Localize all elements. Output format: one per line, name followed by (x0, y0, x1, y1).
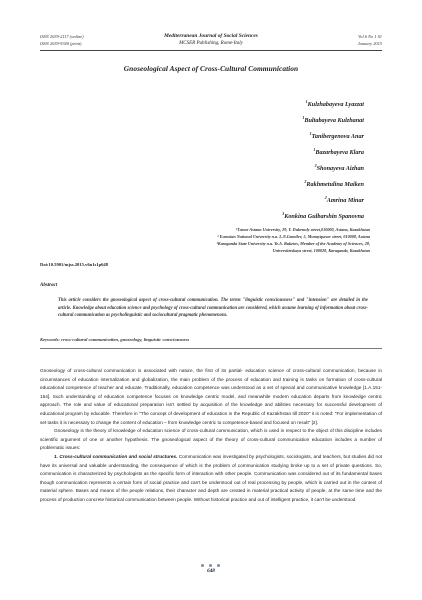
article-title: Gnoseological Aspect of Cross-Cultural Communication (123, 64, 299, 73)
issn-online: ISSN 2039-2117 (online) (40, 34, 84, 39)
author: $^3$Konkina Gulbarshin Spanovna (282, 211, 364, 221)
author: $^2$Rakhmetulina Maiken (304, 179, 364, 189)
paragraph (40, 453, 382, 505)
journal-block (110, 33, 312, 47)
journal-title: Mediterranean Journal of Social Sciences (164, 33, 258, 39)
running-header (0, 0, 422, 60)
header-rule (40, 50, 382, 51)
ornament-dot (217, 564, 220, 567)
volume-block (358, 33, 382, 47)
affiliations (110, 226, 370, 254)
affiliation: ¹Turan-Astana University, 29, Y. Dukenuly street,010000, Astana, Kazakhstan (235, 227, 370, 232)
issue-date: January 2015 (357, 41, 382, 46)
keywords-rule (40, 348, 382, 349)
paragraph: Gnoseology of cross-cultural communication is associated with nature, the first of its partial- education science of cross-cultural communication, because in circumstances of education internalization and globalization, the main problem of the process of education and training is tasks on formation of cross-cultural educational competence of teacher and educate. Traditionally, education competence was understood as a set of special and communicative knowledge [1.A.151-154]. Such understanding of education competence focuses on knowledge centric model, and meanwhile modern education departs from knowledge centric approach. The role and value of educational preparation isn't settled by acquisition of the knowledge and abilities necessary for successful development of educational program by educable. Therefore in "The concept of development of education in the Republic of Kazakhstan till 2020" it is noted: "For implementation of set tasks it is necessary to change the content of education – from knowledge centric to competence-based and focused on result" [2]. (40, 368, 382, 425)
section-heading: 1. Cross-cultural communication and social structures. (54, 453, 178, 459)
affiliation: Universitetskaya street, 100028, Karaganda, Kazakhstan (272, 248, 370, 254)
author: $^2$Shonayeva Aizhan (314, 163, 364, 173)
author: $^1$Tanibergenova Anar (309, 131, 364, 141)
publisher: MCSER Publishing, Rome-Italy (179, 41, 243, 46)
abstract-text: This article considers the gnoseological aspect of cross-cultural communication. The terms "linguistic consciousness" and "intension" are detailed in the article. Knowledge about education science and psychology of cross-cultural communication are considered, which assume learning of information about cross-cultural communication as psycholinguistic and sociocultural pragmatic phenomenons. (58, 298, 368, 318)
affiliation: ² Eurasian National University n.a. L.N.Gumilev, 5, Munaytpasov street, 010008, Astana (217, 234, 370, 240)
author: $^1$Kulzhabayeva Lyazzat (305, 99, 364, 109)
page-number: 648 (207, 568, 215, 574)
abstract-heading: Abstract (40, 283, 58, 288)
volume: Vol 6 No 1 S1 (358, 34, 382, 39)
author: $^1$Bultabayeva Kulzhanat (302, 115, 364, 125)
paragraph: Gnoseology is the theory of knowledge of education science of cross-cultural communication, which is used in respect to the object of this discipline includes scientific argument of one or another hypothesis. The gnoseological aspect of the theory of cross-cultural communication education includes a number of problematic issues: (40, 428, 382, 451)
ornament-dot (209, 564, 212, 567)
keywords: Keywords: cross-cultural communication, gnoseology, linguistic consciousness (40, 337, 190, 342)
body-text (40, 367, 382, 505)
paragraph-text: Communication was investigated by psychologists, sociologists, and teachers, but studies did not have its universal and valuable understanding, the consequence of which is the problem of communication studying broke up to a set of private questions. So, communication is characterized by psychologists as the specific form of interaction with other people. Communication was considered out of its fundamental bases though communication represents a certain form of social practice and can't be understood out of real processing by people, which is carried out in the context of material sphere. Bases and means of the people relations, their character and depth are created in material practical activity of people, at the same time and the process of production concrete historical communication between people. Without historical practice and out of intelligent practice, it can't be understood (40, 453, 382, 502)
doi: Doi:10.5901/mjss.2015.v6n1s1p648 (40, 262, 109, 267)
author: $^2$Amrina Minar (324, 195, 364, 205)
author: $^1$Bazarbayeva Klara (313, 147, 364, 157)
issn-print: ISSN 2039-9340 (print) (40, 41, 82, 46)
issn-block (40, 33, 84, 47)
author-list (282, 95, 364, 224)
ornament-dot (201, 564, 204, 567)
affiliation: ³Karaganda State University n.a. Ye.A. Buketov, Member of the Academy of Sciences, 28, (216, 241, 370, 247)
